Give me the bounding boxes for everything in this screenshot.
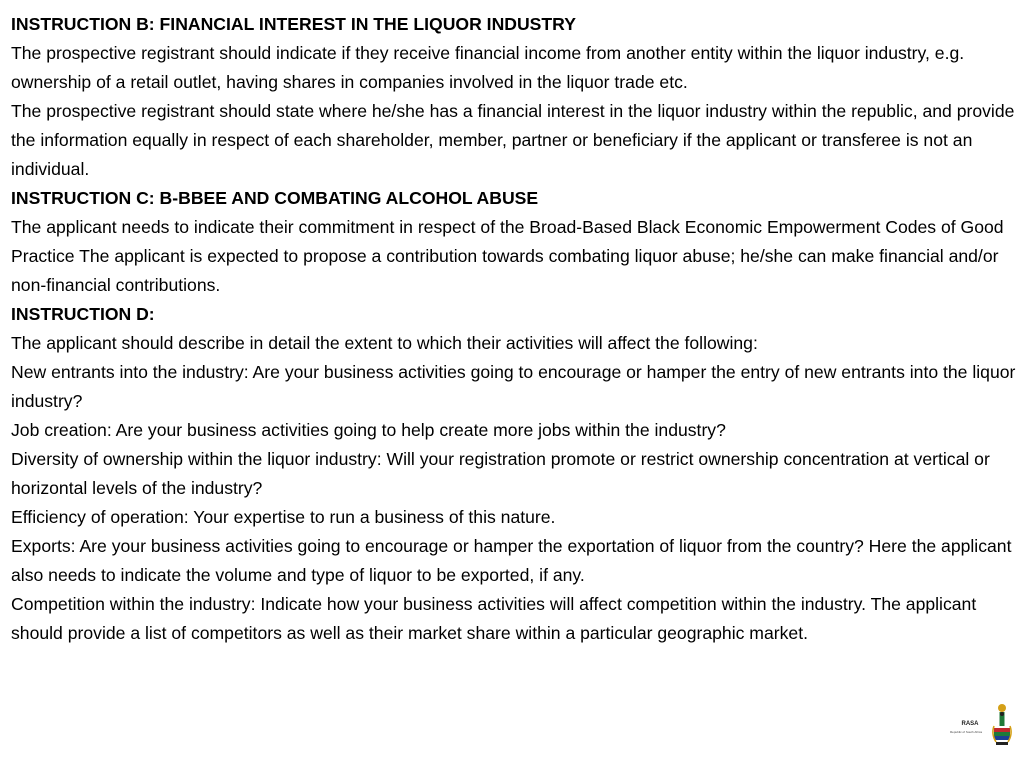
rasa-logo	[944, 698, 1016, 750]
logo-text: RASA	[961, 721, 979, 727]
logo-subtext: Republic of South Africa	[949, 730, 983, 734]
paragraph-bbbee: The applicant needs to indicate their commitment in respect of the Broad-Based Black Economic Empowerment Codes of Good Practice The applicant is expected to propose a contribution towards combating liquor abuse; he/she can make financial and/or non-financial contributions.	[11, 217, 1004, 295]
paragraph-financial-income: The prospective registrant should indicate if they receive financial income from another entity within the liquor industry, e.g. ownership of a retail outlet, having shares in companies involved in the liquor trade etc.	[11, 43, 965, 92]
coat-of-arms-icon	[944, 698, 1016, 750]
instruction-text	[11, 10, 1017, 648]
paragraph-diversity-ownership: Diversity of ownership within the liquor industry: Will your registration promote or restrict ownership concentration at vertical or horizontal levels of the industry?	[11, 449, 990, 498]
paragraph-new-entrants: New entrants into the industry: Are your business activities going to encourage or hamper the entry of new entrants into the liquor industry?	[11, 362, 1016, 411]
heading-instruction-d: INSTRUCTION D:	[11, 304, 155, 324]
heading-instruction-c: INSTRUCTION C: B-BBEE AND COMBATING ALCOHOL ABUSE	[11, 188, 539, 208]
paragraph-describe-activities: The applicant should describe in detail the extent to which their activities will affect the following:	[11, 333, 758, 353]
paragraph-financial-interest: The prospective registrant should state where he/she has a financial interest in the liquor industry within the republic, and provide the information equally in respect of each shareholder, member, partner or beneficiary if the applicant or transferee is not an individual.	[11, 101, 1015, 179]
paragraph-exports: Exports: Are your business activities going to encourage or hamper the exportation of liquor from the country? Here the applicant also needs to indicate the volume and type of liquor to be exported, if any.	[11, 536, 1012, 585]
heading-instruction-b: INSTRUCTION B: FINANCIAL INTEREST IN THE LIQUOR INDUSTRY	[11, 14, 576, 34]
paragraph-job-creation: Job creation: Are your business activities going to help create more jobs within the industry?	[11, 420, 726, 440]
paragraph-competition: Competition within the industry: Indicate how your business activities will affect competition within the industry. The applicant should provide a list of competitors as well as their market share within a particular geographic market.	[11, 594, 977, 643]
paragraph-efficiency: Efficiency of operation: Your expertise to run a business of this nature.	[11, 507, 556, 527]
